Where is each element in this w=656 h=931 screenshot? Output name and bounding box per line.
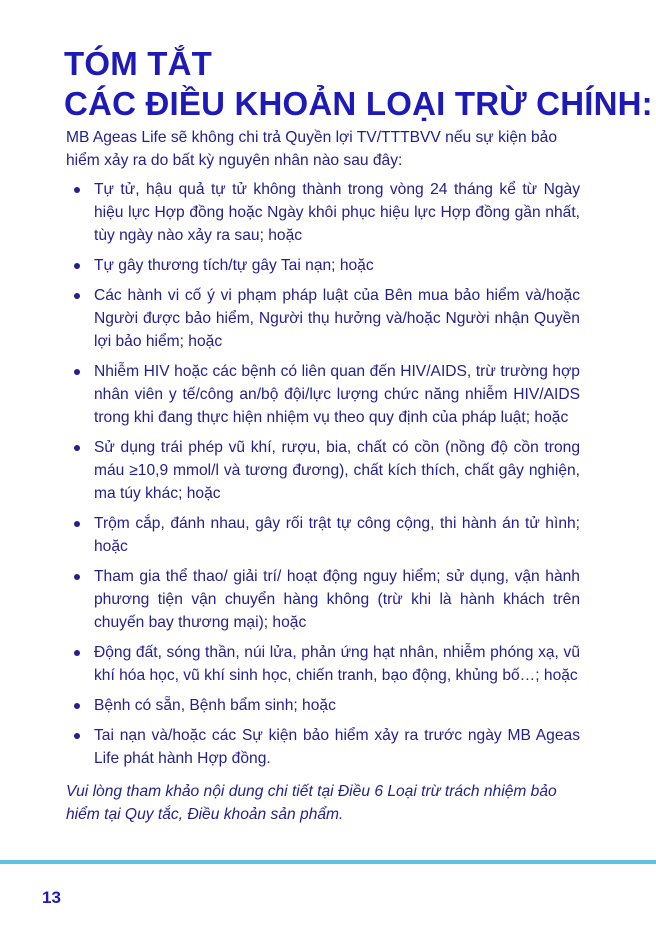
page-title-line-2: CÁC ĐIỀU KHOẢN LOẠI TRỪ CHÍNH: <box>64 85 653 122</box>
reference-note: Vui lòng tham khảo nội dung chi tiết tại Điều 6 Loại trừ trách nhiệm bảo hiểm tại Quy tắc, Điều khoản sản phẩm. <box>66 783 557 823</box>
list-item-text: Nhiễm HIV hoặc các bệnh có liên quan đến HIV/AIDS, trừ trường hợp nhân viên y tế/công an/bộ đội/lực lượng chức năng nhiễm HIV/AIDS trong khi đang thực hiện nhiệm vụ theo quy định của pháp luật; hoặc <box>94 363 580 426</box>
list-item <box>66 641 580 687</box>
list-item-text: Sử dụng trái phép vũ khí, rượu, bia, chất có cồn (nồng độ cồn trong máu ≥10,9 mmol/l và tương đương), chất kích thích, chất gây nghiện, ma túy khác; hoặc <box>94 439 580 502</box>
bullet-icon <box>74 521 80 527</box>
list-item-text: Tai nạn và/hoặc các Sự kiện bảo hiểm xảy ra trước ngày MB Ageas Life phát hành Hợp đồng. <box>94 727 580 767</box>
list-item-text: Tham gia thể thao/ giải trí/ hoạt động nguy hiểm; sử dụng, vận hành phương tiện vận chuyển hàng không (trừ khi là hành khách trên chuyến bay thương mại); hoặc <box>94 568 580 631</box>
list-item <box>66 512 580 558</box>
list-item <box>66 724 580 770</box>
bullet-icon <box>74 187 80 193</box>
bullet-icon <box>74 703 80 709</box>
list-item-text: Bệnh có sẵn, Bệnh bẩm sinh; hoặc <box>94 697 336 714</box>
bullet-icon <box>74 733 80 739</box>
bullet-icon <box>74 369 80 375</box>
page-title <box>64 44 653 124</box>
intro-paragraph: MB Ageas Life sẽ không chi trả Quyền lợi TV/TTTBVV nếu sự kiện bảo hiểm xảy ra do bất kỳ nguyên nhân nào sau đây: <box>66 129 558 169</box>
list-item-text: Trộm cắp, đánh nhau, gây rối trật tự công cộng, thi hành án tử hình; hoặc <box>94 515 580 555</box>
bullet-icon <box>74 574 80 580</box>
bullet-icon <box>74 263 80 269</box>
list-item <box>66 565 580 634</box>
page-title-line-1: TÓM TẮT <box>64 45 213 82</box>
footer-divider <box>0 860 656 864</box>
list-item <box>66 436 580 505</box>
list-item <box>66 694 580 717</box>
list-item-text: Tự tử, hậu quả tự tử không thành trong vòng 24 tháng kể từ Ngày hiệu lực Hợp đồng hoặc Ngày khôi phục hiệu lực Hợp đồng gần nhất, tùy ngày nào xảy ra sau; hoặc <box>94 181 580 244</box>
list-item <box>66 360 580 429</box>
main-content <box>66 126 580 826</box>
list-item <box>66 284 580 353</box>
bullet-icon <box>74 650 80 656</box>
page-number: 13 <box>42 888 61 907</box>
list-item <box>66 178 580 247</box>
bullet-icon <box>74 445 80 451</box>
list-item-text: Động đất, sóng thần, núi lửa, phản ứng hạt nhân, nhiễm phóng xạ, vũ khí hóa học, vũ khí sinh học, chiến tranh, bạo động, khủng bố…; hoặc <box>94 644 580 684</box>
list-item <box>66 254 580 277</box>
bullet-icon <box>74 293 80 299</box>
list-item-text: Các hành vi cố ý vi phạm pháp luật của Bên mua bảo hiểm và/hoặc Người được bảo hiểm, Người thụ hưởng và/hoặc Người nhận Quyền lợi bảo hiểm; hoặc <box>94 287 580 350</box>
list-item-text: Tự gây thương tích/tự gây Tai nạn; hoặc <box>94 257 374 274</box>
exclusion-list <box>66 178 580 770</box>
